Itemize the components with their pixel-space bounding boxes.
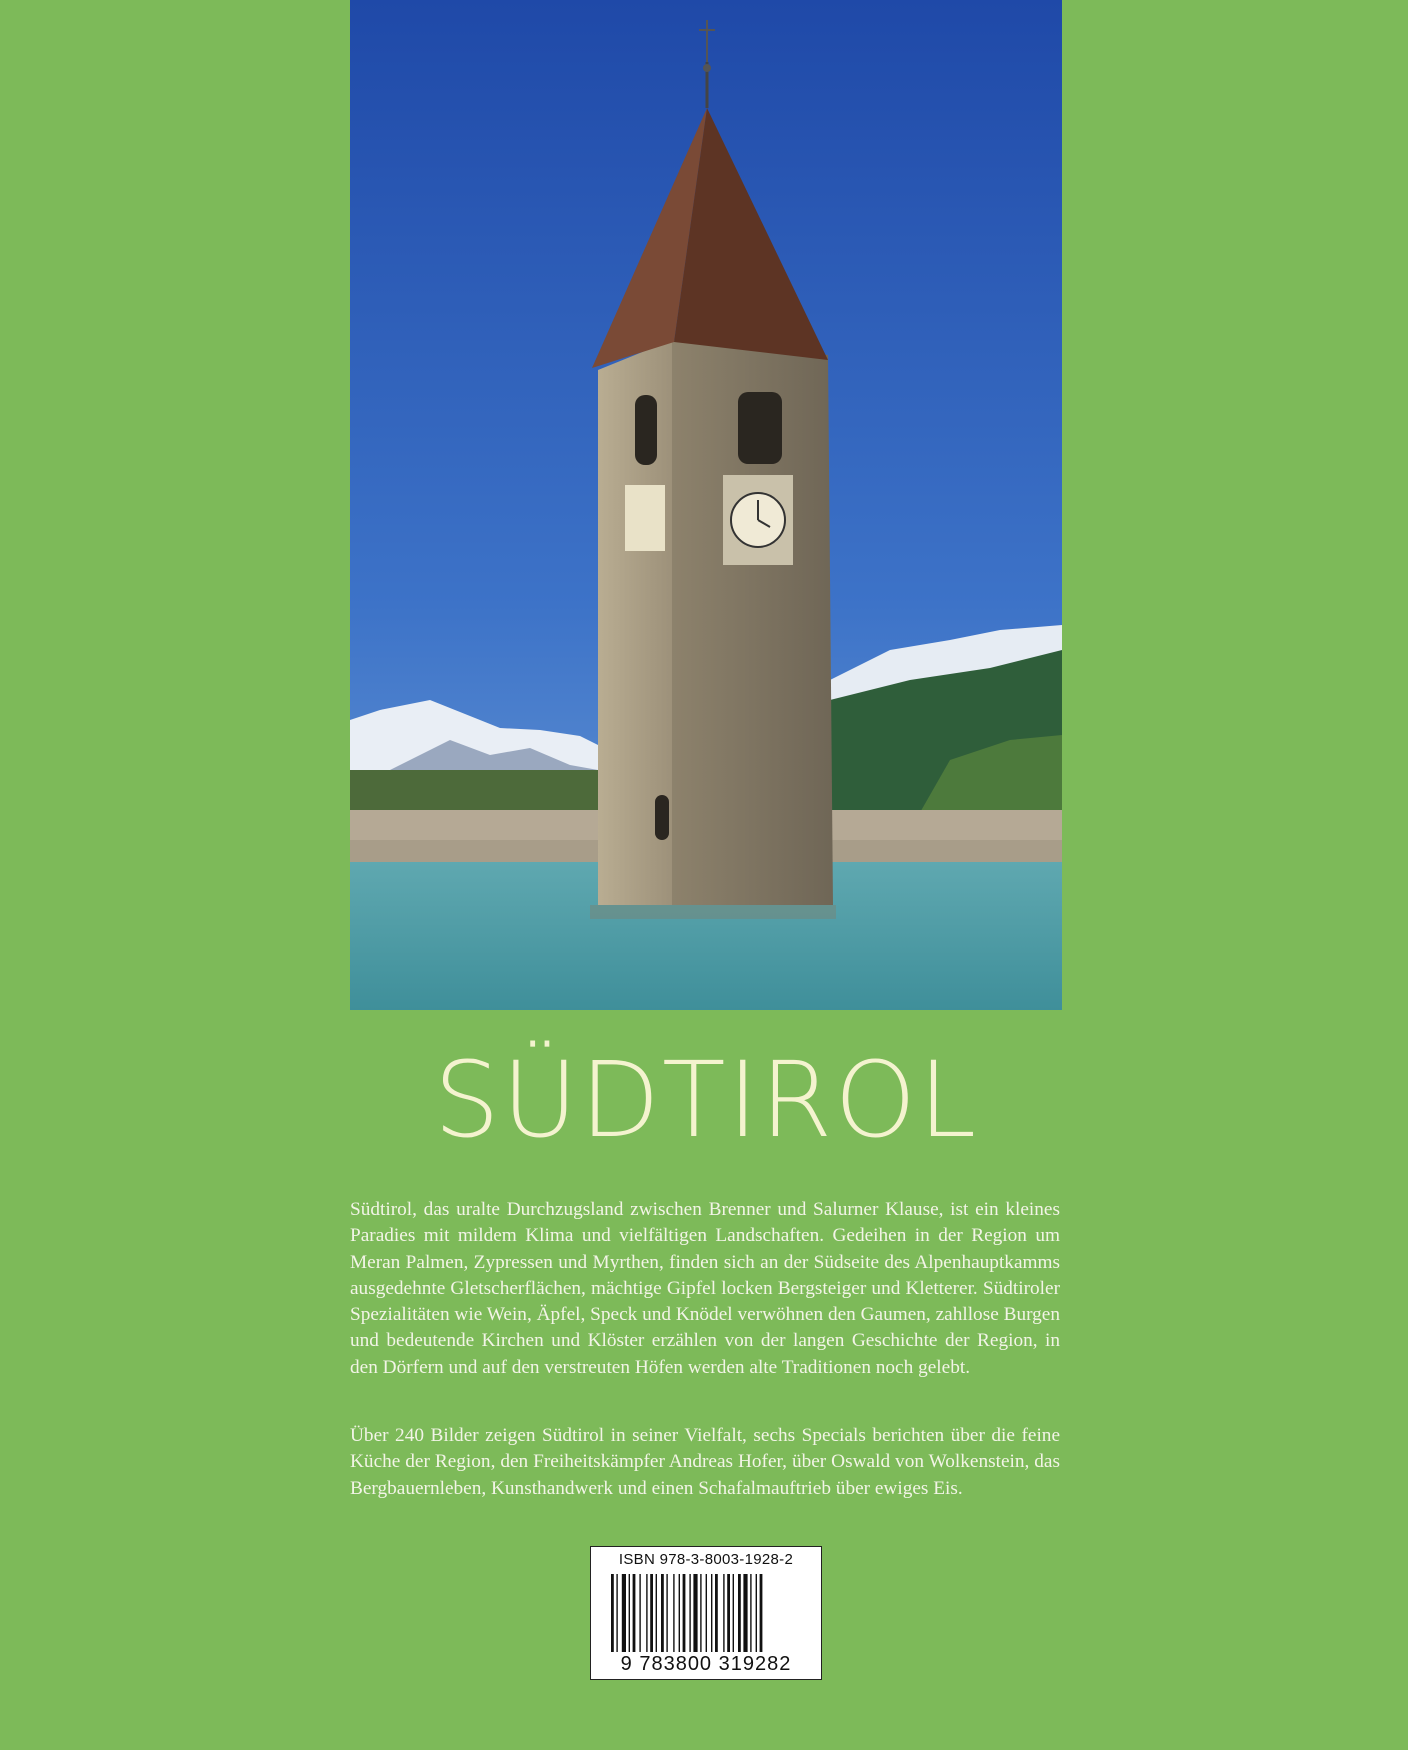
barcode-digits: 9 783800 319282 <box>620 1653 792 1675</box>
isbn-barcode-box <box>590 1546 822 1680</box>
isbn-label: ISBN 978-3-8003-1928-2 <box>618 1551 794 1568</box>
cover-photo-submerged-bell-tower <box>350 0 1062 1010</box>
description-paragraph-1: Südtirol, das uralte Durchzugsland zwischen Brenner und Salurner Klause, ist ein kleines Paradies mit mildem Klima und vielfältigen Landschaften. Gedeihen in der Region um Meran Palmen, Zypressen und Myrthen, finden sich an der Südseite des Alpenhauptkamms ausgedehnte Gletscherflächen, mächtige Gipfel locken Bergsteiger und Kletterer. Südtiroler Spezialitäten wie Wein, Äpfel, Speck und Knödel verwöhnen den Gaumen, zahllose Burgen und bedeutende Kirchen und Klöster erzählen von der langen Geschichte der Region, in den Dörfern und auf den verstreuten Höfen werden alte Traditionen noch gelebt. <box>350 1199 1060 1378</box>
book-title: SÜDTIROL <box>433 1039 979 1161</box>
description-paragraph-2: Über 240 Bilder zeigen Südtirol in seiner Vielfalt, sechs Specials berichten über die feine Küche der Region, den Freiheitskämpfer Andreas Hofer, über Oswald von Wolkenstein, das Bergbauernleben, Kunsthandwerk und einen Schafalmauftrieb über ewiges Eis. <box>350 1425 1060 1499</box>
barcode-icon <box>611 1574 801 1652</box>
